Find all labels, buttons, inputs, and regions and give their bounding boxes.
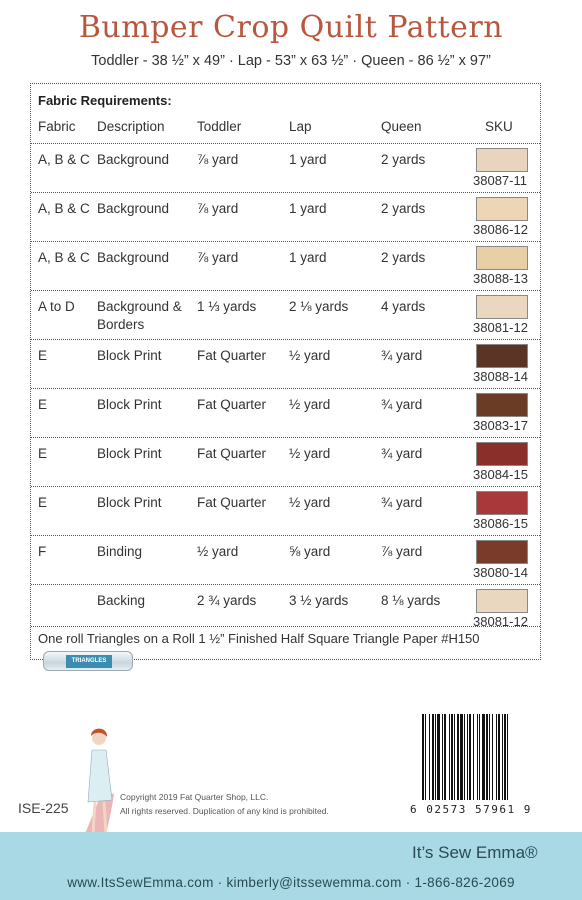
lap-cell: 3 ½ yards: [289, 593, 349, 608]
brand-name: It’s Sew Emma®: [412, 843, 538, 862]
barcode-bar: [442, 714, 443, 800]
fabric-cell: A, B & C: [38, 152, 90, 167]
lap-cell: ⅝ yard: [289, 544, 331, 559]
page-title: Bumper Crop Quilt Pattern: [78, 10, 504, 45]
notes-row: [31, 626, 540, 664]
table-row: [31, 241, 540, 290]
description-cell: Backing: [97, 593, 146, 608]
requirements-heading: Fabric Requirements:: [38, 93, 172, 108]
barcode-bar: [496, 714, 497, 800]
copyright-line-1: Copyright 2019 Fat Quarter Shop, LLC.: [120, 792, 269, 802]
col-queen: Queen: [381, 119, 422, 134]
barcode-bar: [449, 714, 450, 800]
sku-cell: 38088-14: [473, 369, 528, 384]
fabric-swatch: [476, 442, 528, 466]
barcode-bar: [464, 714, 465, 800]
queen-cell: 2 yards: [381, 201, 426, 216]
barcode-bar: [467, 714, 468, 800]
description-cell: Background: [97, 250, 170, 265]
table-row: [31, 388, 540, 437]
barcode-bar: [432, 714, 434, 800]
queen-cell: 4 yards: [381, 299, 426, 314]
barcode-bar: [502, 714, 503, 800]
barcode-bar: [477, 714, 478, 800]
queen-cell: 2 yards: [381, 250, 426, 265]
sku-cell: 38080-14: [473, 565, 528, 580]
sku-cell: 38086-15: [473, 516, 528, 531]
fabric-swatch: [476, 344, 528, 368]
lap-cell: 1 yard: [289, 250, 327, 265]
queen-cell: 8 ⅛ yards: [381, 593, 441, 608]
table-row: [31, 486, 540, 535]
description-cell: Block Print: [97, 397, 162, 412]
barcode-bar: [429, 714, 430, 800]
col-lap: Lap: [289, 119, 312, 134]
barcode-bar: [482, 714, 485, 800]
sku-cell: 38087-11: [473, 173, 527, 188]
notes-text: One roll Triangles on a Roll 1 ½” Finished Half Square Triangle Paper #H150: [38, 631, 480, 646]
toddler-cell: ⅞ yard: [197, 201, 239, 216]
description-cell: Background: [97, 152, 170, 167]
roll-label: TRIANGLES: [66, 655, 112, 668]
barcode-bar: [489, 714, 490, 800]
toddler-cell: Fat Quarter: [197, 348, 267, 363]
fabric-swatch: [476, 148, 528, 172]
fabric-cell: A, B & C: [38, 201, 90, 216]
barcode-bar: [498, 714, 500, 800]
toddler-cell: 1 ⅓ yards: [197, 299, 257, 314]
sku-cell: 38088-13: [473, 271, 528, 286]
toddler-cell: 2 ¾ yards: [197, 593, 257, 608]
queen-cell: 2 yards: [381, 152, 426, 167]
col-sku: SKU: [485, 119, 513, 134]
queen-cell: ¾ yard: [381, 348, 423, 363]
product-code: ISE-225: [18, 800, 69, 816]
lap-cell: 2 ⅛ yards: [289, 299, 349, 314]
queen-cell: ¾ yard: [381, 397, 423, 412]
fabric-swatch: [476, 246, 528, 270]
fabric-cell: E: [38, 446, 48, 461]
barcode-image: [420, 714, 542, 800]
quilt-sizes: Toddler - 38 ½” x 49” · Lap - 53” x 63 ½” · Queen - 86 ½” x 97”: [91, 53, 491, 69]
queen-cell: ¾ yard: [381, 495, 423, 510]
description-cell: Background & Borders: [97, 299, 182, 332]
barcode-bar: [422, 714, 424, 800]
barcode-bar: [444, 714, 446, 800]
description-cell: Binding: [97, 544, 143, 559]
fabric-cell: A to D: [38, 299, 75, 314]
lap-cell: ½ yard: [289, 495, 331, 510]
fabric-cell: F: [38, 544, 47, 559]
description-cell: Block Print: [97, 495, 162, 510]
barcode-number: 6 02573 57961 9: [410, 803, 532, 816]
barcode-bar: [457, 714, 459, 800]
contact-info: www.ItsSewEmma.com · kimberly@itssewemma.com · 1-866-826-2069: [67, 875, 515, 890]
sku-cell: 38086-12: [473, 222, 528, 237]
fabric-cell: E: [38, 397, 48, 412]
barcode-bar: [425, 714, 426, 800]
barcode-bar: [460, 714, 463, 800]
col-description: Description: [97, 119, 165, 134]
table-row: [31, 584, 540, 629]
fabric-cell: E: [38, 348, 48, 363]
sku-cell: 38084-15: [473, 467, 528, 482]
toddler-cell: ⅞ yard: [197, 152, 239, 167]
table-row: [31, 437, 540, 486]
fabric-cell: A, B & C: [38, 250, 90, 265]
lap-cell: 1 yard: [289, 152, 327, 167]
description-cell: Block Print: [97, 446, 162, 461]
col-toddler: Toddler: [197, 119, 242, 134]
barcode-bar: [435, 714, 436, 800]
sku-cell: 38081-12: [473, 614, 528, 629]
barcode-bar: [507, 714, 508, 800]
barcode-bar: [437, 714, 440, 800]
triangle-paper-roll-image: [43, 651, 133, 671]
barcode-bar: [486, 714, 488, 800]
description-cell: Block Print: [97, 348, 162, 363]
lap-cell: 1 yard: [289, 201, 327, 216]
table-row: [31, 143, 540, 192]
sku-cell: 38081-12: [473, 320, 528, 335]
table-row: [31, 339, 540, 388]
table-row: [31, 192, 540, 241]
barcode-bar: [492, 714, 493, 800]
fabric-swatch: [476, 540, 528, 564]
copyright-line-2: All rights reserved. Duplication of any kind is prohibited.: [120, 806, 329, 816]
fabric-swatch: [476, 491, 528, 515]
description-cell: Background: [97, 201, 170, 216]
fabric-swatch: [476, 393, 528, 417]
toddler-cell: Fat Quarter: [197, 495, 267, 510]
fabric-requirements-box: [30, 83, 541, 664]
toddler-cell: Fat Quarter: [197, 446, 267, 461]
lap-cell: ½ yard: [289, 397, 331, 412]
queen-cell: ⅞ yard: [381, 544, 423, 559]
queen-cell: ¾ yard: [381, 446, 423, 461]
table-row: [31, 290, 540, 339]
fabric-swatch: [476, 589, 528, 613]
lap-cell: ½ yard: [289, 446, 331, 461]
lap-cell: ½ yard: [289, 348, 331, 363]
sku-cell: 38083-17: [473, 418, 528, 433]
fabric-cell: E: [38, 495, 48, 510]
toddler-cell: ½ yard: [197, 544, 239, 559]
barcode-bar: [454, 714, 455, 800]
barcode-bar: [504, 714, 506, 800]
fabric-swatch: [476, 197, 528, 221]
table-row: [31, 535, 540, 584]
barcode-bar: [473, 714, 474, 800]
barcode-bar: [469, 714, 471, 800]
barcode-bar: [451, 714, 453, 800]
col-fabric: Fabric: [38, 119, 76, 134]
fabric-swatch: [476, 295, 528, 319]
copyright: [120, 790, 329, 818]
toddler-cell: ⅞ yard: [197, 250, 239, 265]
barcode-bar: [479, 714, 480, 800]
toddler-cell: Fat Quarter: [197, 397, 267, 412]
